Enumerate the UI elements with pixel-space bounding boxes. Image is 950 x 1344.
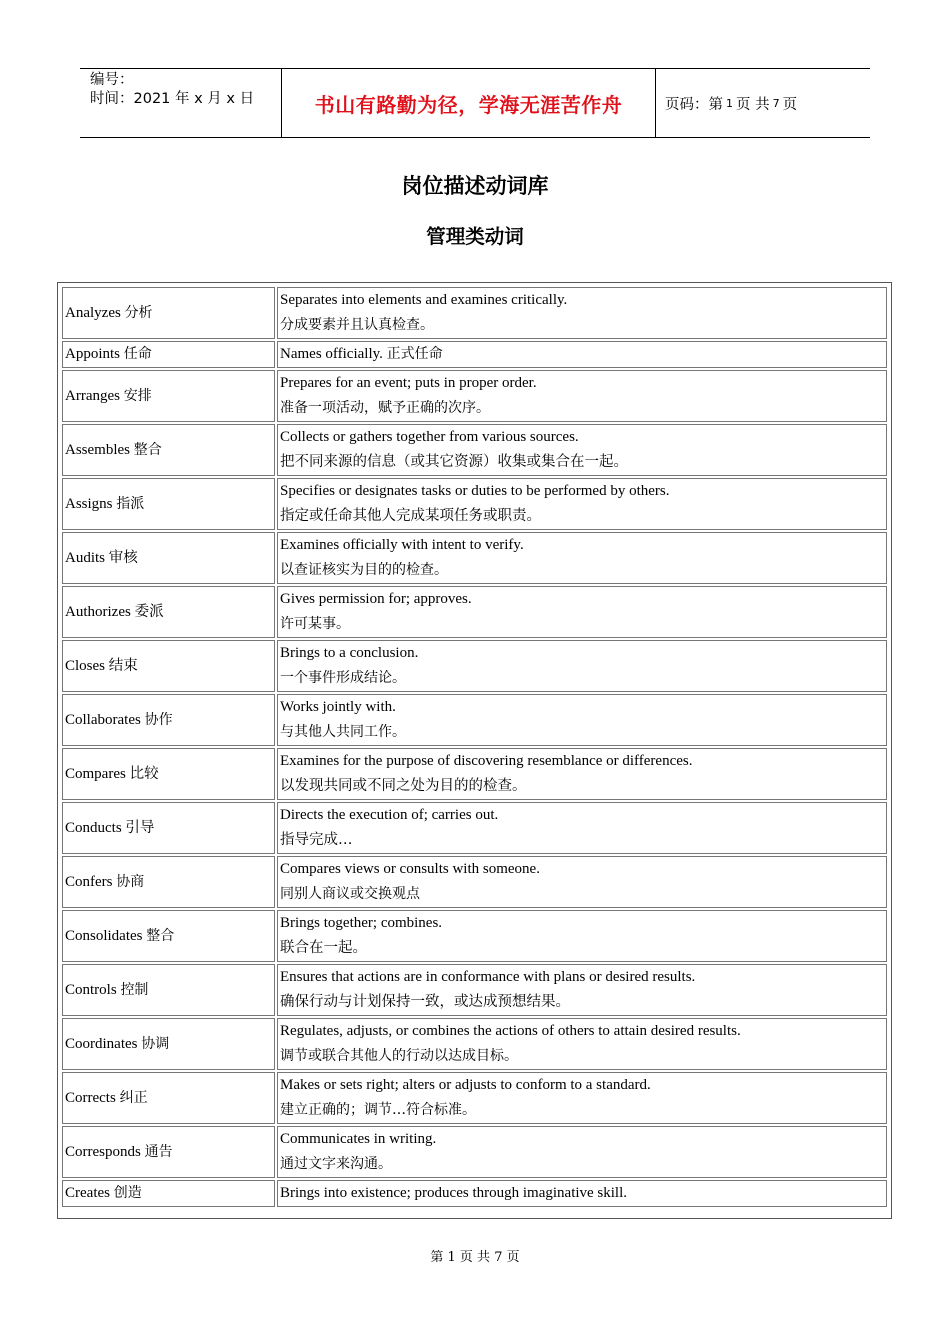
description-cn: 建立正确的；调节…符合标准。	[280, 1102, 476, 1118]
term-en: Corrects	[65, 1089, 116, 1106]
term-cell	[62, 478, 275, 530]
date-label: 时间：2021 年 x 月 x 日	[90, 91, 255, 107]
description-en: Names officially.	[280, 346, 383, 362]
description-en: Directs the execution of; carries out.	[280, 807, 499, 823]
term-en: Creates	[65, 1185, 110, 1201]
description-en: Makes or sets right; alters or adjusts to conform to a standard.	[280, 1077, 651, 1093]
table-row	[62, 640, 887, 692]
table-row	[62, 910, 887, 962]
description-en: Specifies or designates tasks or duties to be performed by others.	[280, 483, 670, 499]
term-cn: 整合	[133, 441, 162, 458]
term-cn: 安排	[123, 387, 152, 404]
description-cell	[277, 370, 887, 422]
description-cn: 以查证核实为目的的检查。	[280, 562, 448, 578]
description-cell	[277, 478, 887, 530]
table-row	[62, 964, 887, 1016]
description-cn: 以发现共同或不同之处为目的的检查。	[280, 778, 527, 794]
description-cell	[277, 532, 887, 584]
term-cell	[62, 694, 275, 746]
term-en: Appoints	[65, 346, 121, 362]
description-cell	[277, 910, 887, 962]
term-en: Corresponds	[65, 1143, 141, 1160]
description-cell	[277, 1018, 887, 1070]
term-cell	[62, 910, 275, 962]
table-row	[62, 532, 887, 584]
verb-table	[57, 282, 892, 1219]
table-row	[62, 341, 887, 368]
page-mid: 页 共	[736, 96, 770, 113]
description-cell	[277, 640, 887, 692]
term-en: Conducts	[65, 819, 122, 836]
term-cell	[62, 640, 275, 692]
term-en: Coordinates	[65, 1035, 138, 1052]
description-cn: 通过文字来沟通。	[280, 1156, 392, 1172]
term-cn: 控制	[120, 981, 149, 998]
description-cn: 指导完成…	[280, 832, 353, 848]
table-row	[62, 1072, 887, 1124]
term-en: Controls	[65, 981, 117, 998]
term-cell	[62, 532, 275, 584]
term-en: Arranges	[65, 387, 120, 404]
term-cell	[62, 856, 275, 908]
description-cell	[277, 748, 887, 800]
term-cn: 委派	[134, 603, 164, 620]
header-page-info	[655, 69, 870, 137]
verb-table-grid	[60, 285, 889, 1209]
term-cell	[62, 341, 275, 368]
page-footer: 第 1 页 共 7 页	[430, 1250, 520, 1265]
description-cell	[277, 287, 887, 339]
description-cell	[277, 1180, 887, 1207]
description-cn: 同别人商议或交换观点	[280, 886, 420, 902]
description-cell	[277, 341, 887, 368]
description-cn: 一个事件形成结论。	[280, 670, 406, 686]
header-meta	[80, 69, 280, 137]
description-cn: 与其他人共同工作。	[280, 724, 406, 740]
number-label: 编号：	[90, 72, 134, 88]
term-cell	[62, 802, 275, 854]
table-row	[62, 802, 887, 854]
term-en: Confers	[65, 873, 113, 890]
term-cell	[62, 287, 275, 339]
description-en: Collects or gathers together from various sources.	[280, 429, 579, 445]
table-row	[62, 478, 887, 530]
term-cn: 协商	[116, 873, 145, 890]
description-en: Separates into elements and examines critically.	[280, 292, 568, 308]
term-cn: 结束	[108, 657, 138, 674]
description-cell	[277, 856, 887, 908]
description-en: Gives permission for; approves.	[280, 591, 472, 607]
description-cn: 调节或联合其他人的行动以达成目标。	[280, 1048, 518, 1064]
term-cn: 比较	[129, 765, 159, 782]
term-cell	[62, 748, 275, 800]
page-total: 7	[772, 96, 780, 110]
description-en: Examines officially with intent to verify.	[280, 537, 524, 553]
document-header	[80, 68, 870, 138]
term-cn: 分析	[124, 304, 153, 321]
description-cell	[277, 586, 887, 638]
term-cell	[62, 586, 275, 638]
term-cn: 任命	[123, 346, 152, 362]
description-cn: 正式任命	[386, 346, 443, 362]
term-cell	[62, 1018, 275, 1070]
term-cn: 指派	[116, 495, 145, 512]
term-cell	[62, 964, 275, 1016]
term-cn: 协作	[144, 711, 173, 728]
description-en: Compares views or consults with someone.	[280, 861, 540, 877]
description-cell	[277, 802, 887, 854]
table-row	[62, 1180, 887, 1207]
table-row	[62, 1018, 887, 1070]
description-en: Examines for the purpose of discovering resemblance or differences.	[280, 753, 693, 769]
table-row	[62, 748, 887, 800]
term-en: Audits	[65, 549, 106, 566]
term-cell	[62, 370, 275, 422]
page-number: 1	[726, 96, 733, 110]
term-en: Closes	[65, 657, 106, 674]
description-cn: 联合在一起。	[280, 940, 367, 956]
page-subtitle: 管理类动词	[426, 225, 524, 248]
description-cn: 分成要素并且认真检查。	[280, 317, 434, 333]
term-cell	[62, 424, 275, 476]
description-en: Regulates, adjusts, or combines the actions of others to attain desired results.	[280, 1023, 741, 1039]
description-cell	[277, 694, 887, 746]
description-cell	[277, 964, 887, 1016]
term-cn: 整合	[146, 927, 175, 944]
description-cell	[277, 1072, 887, 1124]
table-row	[62, 694, 887, 746]
description-cn: 指定或任命其他人完成某项任务或职责。	[280, 508, 541, 524]
term-cn: 纠正	[119, 1089, 148, 1106]
description-cn: 确保行动与计划保持一致，或达成预想结果。	[280, 994, 570, 1010]
page-prefix: 页码：第	[665, 96, 723, 113]
page-suffix: 页	[782, 96, 798, 113]
table-row	[62, 370, 887, 422]
term-en: Assigns	[65, 495, 113, 512]
term-en: Consolidates	[65, 927, 143, 944]
term-en: Analyzes	[65, 304, 121, 321]
description-en: Brings together; combines.	[280, 915, 443, 931]
description-cn: 许可某事。	[280, 616, 350, 632]
term-cell	[62, 1180, 275, 1207]
table-row	[62, 287, 887, 339]
description-cell	[277, 424, 887, 476]
description-cn: 准备一项活动，赋予正确的次序。	[280, 400, 490, 416]
term-en: Collaborates	[65, 711, 141, 728]
description-en: Brings to a conclusion.	[280, 645, 419, 661]
table-row	[62, 586, 887, 638]
term-cn: 创造	[113, 1185, 142, 1201]
description-en: Brings into existence; produces through imaginative skill.	[280, 1185, 628, 1201]
term-cn: 审核	[108, 549, 138, 566]
term-cn: 引导	[125, 819, 155, 836]
header-motto: 书山有路勤为径，学海无涯苦作舟	[281, 69, 656, 137]
page-title: 岗位描述动词库	[401, 174, 549, 198]
description-en: Works jointly with.	[280, 699, 396, 715]
table-row	[62, 856, 887, 908]
description-cell	[277, 1126, 887, 1178]
term-en: Authorizes	[65, 603, 131, 620]
description-en: Ensures that actions are in conformance with plans or desired results.	[280, 969, 696, 985]
table-row	[62, 1126, 887, 1178]
term-en: Compares	[65, 765, 126, 782]
term-en: Assembles	[65, 441, 130, 458]
description-en: Prepares for an event; puts in proper order.	[280, 375, 537, 391]
description-en: Communicates in writing.	[280, 1131, 437, 1147]
term-cn: 协调	[141, 1035, 170, 1052]
term-cell	[62, 1126, 275, 1178]
term-cell	[62, 1072, 275, 1124]
term-cn: 通告	[144, 1143, 173, 1160]
description-cn: 把不同来源的信息（或其它资源）收集或集合在一起。	[280, 454, 628, 470]
table-row	[62, 424, 887, 476]
